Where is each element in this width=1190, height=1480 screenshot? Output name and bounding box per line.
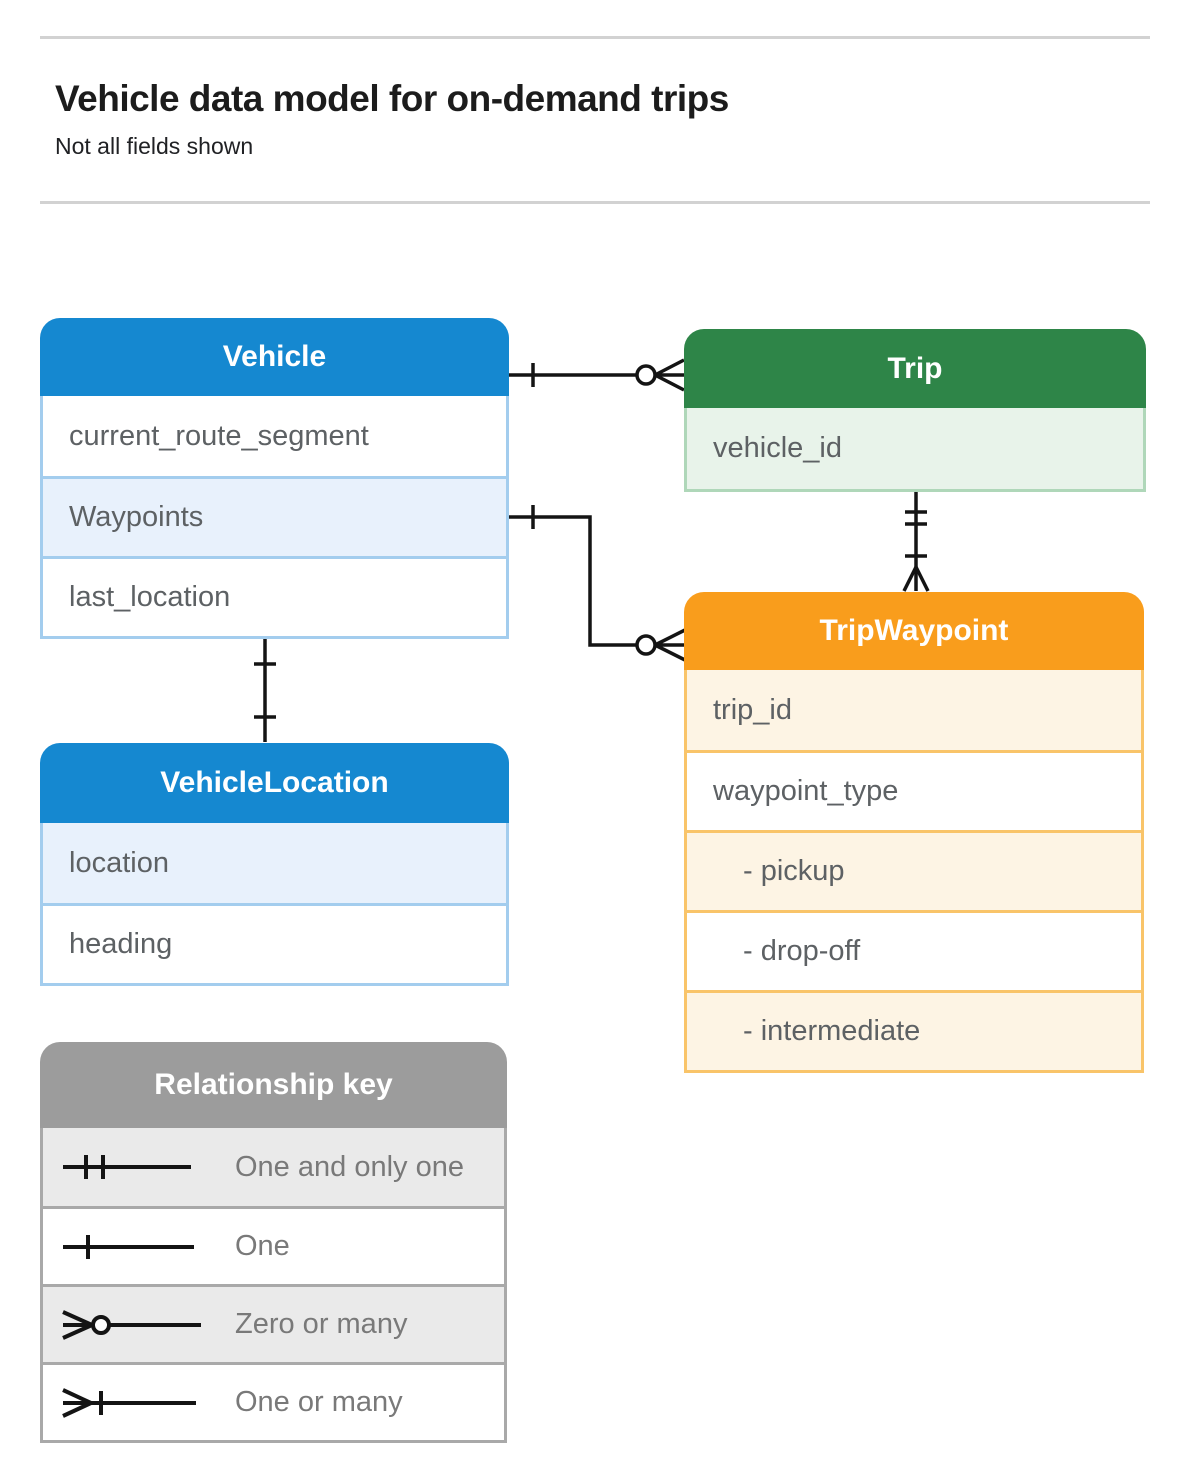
legend-row-one [43, 1206, 504, 1284]
entity-vehicle-location-title: VehicleLocation [160, 766, 389, 799]
entity-trip-title: Trip [887, 351, 943, 385]
entity-trip-body [684, 408, 1146, 492]
legend-label: One [235, 1230, 290, 1262]
legend-row-zero-or-many [43, 1284, 504, 1362]
field-label: trip_id [713, 693, 792, 726]
relationship-key-header [40, 1042, 507, 1128]
legend-row-one-or-many [43, 1362, 504, 1440]
field-row-drop-off [687, 910, 1141, 990]
legend-label: One and only one [235, 1150, 464, 1183]
vehicle-trip-connector [509, 360, 684, 390]
field-row-last-location [43, 556, 506, 636]
legend-label: One or many [235, 1386, 403, 1418]
field-row-waypoint-type [687, 750, 1141, 830]
field-row-waypoints [43, 476, 506, 556]
field-label: location [69, 846, 169, 879]
header-divider [40, 201, 1150, 204]
entity-vehicle [40, 318, 509, 639]
field-label: - intermediate [743, 1015, 921, 1047]
field-label: waypoint_type [713, 775, 899, 807]
zero-or-many-icon [61, 1305, 213, 1345]
relationship-key-body [40, 1128, 507, 1443]
entity-vehicle-title: Vehicle [222, 340, 327, 373]
field-label: vehicle_id [713, 432, 842, 464]
entity-trip-waypoint-header [684, 592, 1144, 670]
entity-vehicle-location-body [40, 823, 509, 986]
vehicle-vehiclelocation-connector [254, 636, 276, 742]
entity-vehicle-body [40, 396, 509, 639]
field-row-vehicle-id [687, 408, 1143, 489]
legend-row-one-and-only-one [43, 1128, 504, 1206]
entity-trip-waypoint-title: TripWaypoint [819, 614, 1009, 647]
entity-trip-waypoint [684, 592, 1144, 1073]
trip-tripwaypoint-connector [904, 489, 928, 591]
entity-trip [684, 329, 1146, 492]
field-label: Waypoints [69, 501, 204, 533]
field-row-heading [43, 903, 506, 983]
one-and-only-one-icon [61, 1147, 213, 1187]
field-label: current_route_segment [69, 419, 369, 452]
field-row-pickup [687, 830, 1141, 910]
legend-label: Zero or many [235, 1308, 408, 1340]
entity-vehicle-header [40, 318, 509, 396]
top-divider [40, 36, 1150, 39]
entity-vehicle-location [40, 743, 509, 986]
entity-vehicle-location-header [40, 743, 509, 823]
field-label: last_location [69, 581, 231, 613]
field-row-intermediate [687, 990, 1141, 1070]
entity-trip-waypoint-body [684, 670, 1144, 1073]
entity-trip-header [684, 329, 1146, 408]
field-label: - pickup [743, 855, 845, 887]
field-row-trip-id [687, 670, 1141, 750]
field-label: heading [69, 928, 173, 960]
page-subtitle: Not all fields shown [55, 133, 254, 159]
one-icon [61, 1227, 213, 1267]
field-row-location [43, 823, 506, 903]
page-title: Vehicle data model for on-demand trips [55, 78, 729, 119]
field-label: - drop-off [743, 935, 861, 967]
one-or-many-icon [61, 1383, 213, 1423]
relationship-key [40, 1042, 507, 1443]
field-row-current-route-segment [43, 396, 506, 476]
relationship-key-title: Relationship key [154, 1068, 393, 1101]
waypoints-tripwaypoint-connector [509, 505, 685, 660]
